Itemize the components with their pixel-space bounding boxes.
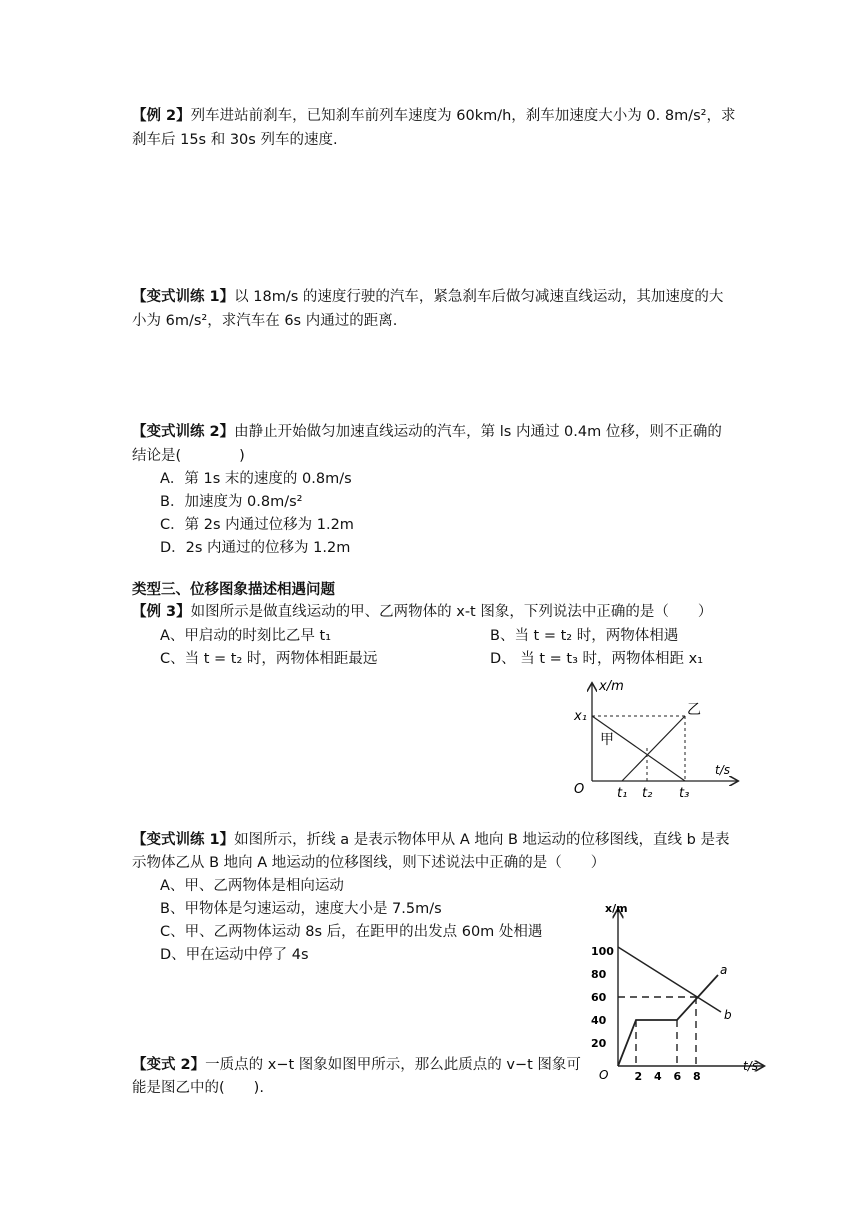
fig2-ylabel: x/m [605,902,628,915]
variant-2-line1: 【变式训练 2】由静止开始做匀加速直线运动的汽车，第 ls 内通过 0.4m 位移，则不正确的 [132,424,722,440]
variant-1b-option-a: A、甲、乙两物体是相向运动 [160,878,344,894]
variant-2-option-c: C．第 2s 内通过位移为 1.2m [160,517,354,533]
fig1-t3-label: t₃ [679,786,690,801]
fig2-ytick-label: 20 [591,1037,607,1050]
variant-2-line2: 结论是( ) [132,448,245,464]
fig1-t2-label: t₂ [642,786,653,801]
figure-1-xt-graph [565,676,745,802]
example-2-line1: 【例 2】列车进站前刹车，已知刹车前列车速度为 60km/h，刹车加速度大小为 0. 8m/s²，求 [132,108,736,124]
variant-1b-line1: 【变式训练 1】如图所示，折线 a 是表示物体甲从 A 地向 B 地运动的位移图线，直线 b 是表 [132,832,730,848]
fig2-line-b [618,947,721,1012]
fig2-line-a [618,975,718,1066]
fig1-jia-label: 甲 [600,732,614,748]
fig2-ytick-label: 80 [591,968,607,981]
variant-1-line1: 【变式训练 1】以 18m/s 的速度行驶的汽车，紧急刹车后做匀减速直线运动，其加速度的大 [132,289,724,305]
fig2-xlabel: t/s [743,1059,758,1073]
example-3-option-a: A、甲启动的时刻比乙早 t₁ [160,628,332,644]
figure-2-xt-graph [583,896,773,1086]
example-2-line2: 刹车后 15s 和 30s 列车的速度. [132,132,338,148]
fig1-x1-label: x₁ [574,709,587,724]
fig2-xtick-label: 8 [693,1070,701,1083]
fig2-ytick-label: 100 [591,945,614,958]
fig2-label-a: a [720,963,728,977]
variant-2-option-a: A．第 1s 末的速度的 0.8m/s [160,471,352,487]
fig2-label-b: b [724,1008,732,1022]
variant-1b-option-b: B、甲物体是匀速运动，速度大小是 7.5m/s [160,901,442,917]
fig2-xtick-label: 2 [634,1070,643,1083]
variant-1b-option-d: D、甲在运动中停了 4s [160,947,309,963]
fig2-xtick-label: 4 [654,1070,662,1083]
fig1-origin: O [574,782,585,797]
variant-2b-line2: 能是图乙中的( ). [132,1080,264,1096]
fig2-ytick-label: 40 [591,1014,607,1027]
example-3-option-d: D、 当 t = t₃ 时，两物体相距 x₁ [490,651,704,667]
fig2-origin: O [599,1068,609,1082]
fig2-ytick-label: 60 [591,991,607,1004]
variant-1b-line2: 示物体乙从 B 地向 A 地运动的位移图线，则下述说法中正确的是（ ） [132,855,606,871]
variant-1-line2: 小为 6m/s²，求汽车在 6s 内通过的距离. [132,313,398,329]
section-heading: 类型三、位移图象描述相遇问题 [132,582,335,598]
example-3-stem: 【例 3】如图所示是做直线运动的甲、乙两物体的 x-t 图象，下列说法中正确的是（ ） [132,604,713,620]
fig1-xlabel: t/s [715,763,730,777]
fig1-line-jia [592,716,685,781]
fig1-yi-label: 乙 [687,702,701,718]
fig1-ylabel: x/m [599,679,624,694]
example-3-option-b: B、当 t = t₂ 时，两物体相遇 [490,628,679,644]
variant-2-option-d: D．2s 内通过的位移为 1.2m [160,540,351,556]
variant-2b-line1: 【变式 2】一质点的 x−t 图象如图甲所示，那么此质点的 v−t 图象可 [132,1057,581,1073]
example-3-option-c: C、当 t = t₂ 时，两物体相距最远 [160,651,378,667]
variant-2-option-b: B．加速度为 0.8m/s² [160,494,303,510]
fig2-xtick-label: 6 [673,1070,682,1083]
variant-1b-option-c: C、甲、乙两物体运动 8s 后，在距甲的出发点 60m 处相遇 [160,924,543,940]
fig1-t1-label: t₁ [617,786,628,801]
fig1-line-yi [622,716,685,781]
